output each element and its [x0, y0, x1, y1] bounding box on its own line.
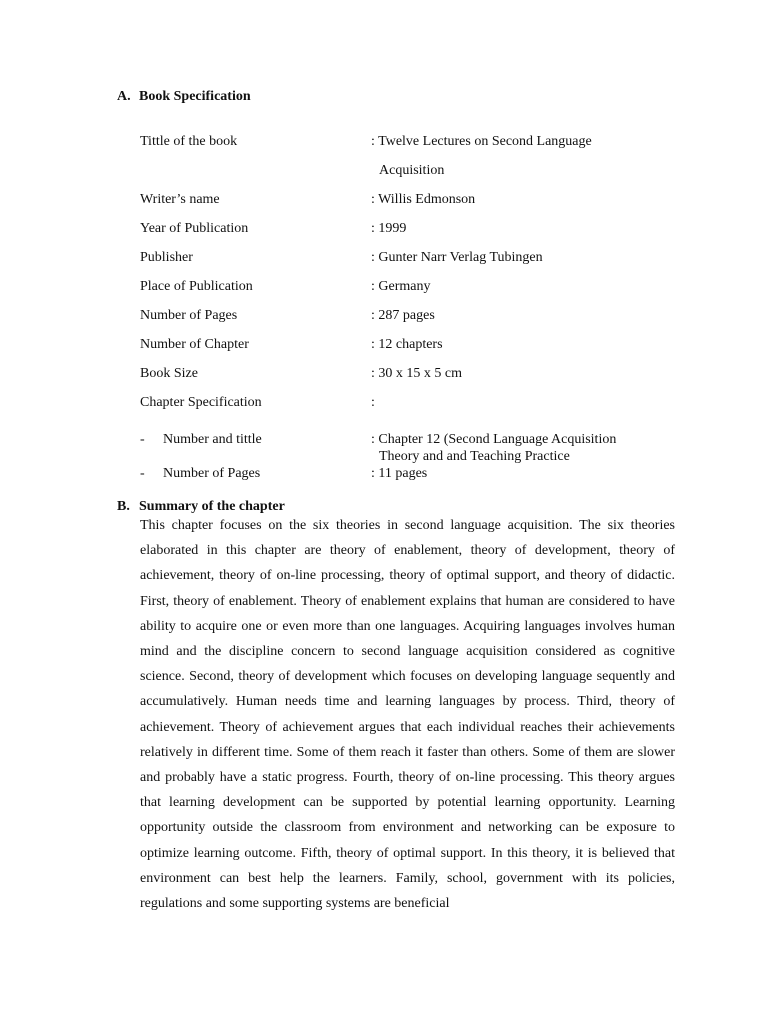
spec-value: : 287 pages — [371, 308, 435, 323]
section-b-title: Summary of the chapter — [139, 499, 285, 514]
spec-value-continuation: Acquisition — [379, 163, 445, 178]
chapter-item-label: Number and tittle — [163, 432, 262, 447]
spec-label: Place of Publication — [140, 279, 253, 294]
spec-value: : Germany — [371, 279, 431, 294]
chapter-item-value-continuation: Theory and and Teaching Practice — [379, 449, 570, 464]
bullet-dash: - — [140, 432, 145, 447]
spec-label: Number of Pages — [140, 308, 238, 323]
spec-value: : — [371, 395, 375, 410]
spec-label: Publisher — [140, 250, 193, 265]
spec-label: Chapter Specification — [140, 395, 262, 410]
chapter-summary-paragraph: This chapter focuses on the six theories in second language acquisition. The six theories elaborated in this chapter are theory of enablement, theory of development, theory of achievement, theory of on-line processing, theory of optimal support, and theory of didactic. First, theory of enablement. Theory of enablement explains that human are considered to have ability to acquire one or even more than one languages. Acquiring languages involves human mind and the discipline concern to second language acquisition considered as cognitive science. Second, theory of development which focuses on developing language sequently and accumulatively. Human needs time and learning languages by process. Third, theory of achievement. Theory of achievement argues that each individual reaches their achievements relatively in different time. Some of them reach it faster than others. Some of them are slower and probably have a static progress. Fourth, theory of on-line processing. This theory argues that learning development can be supported by potential learning opportunity. Learning opportunity outside the classroom from environment and networking can be exposure to optimize learning outcome. Fifth, theory of optimal support. In this theory, it is believed that environment can best help the learners. Family, school, government with its policies, regulations and some supporting systems are beneficial — [140, 518, 675, 912]
chapter-item-label: Number of Pages — [163, 466, 261, 481]
spec-value: : Gunter Narr Verlag Tubingen — [371, 250, 543, 265]
spec-row-publisher — [140, 250, 700, 270]
chapter-item-pages — [140, 466, 700, 486]
spec-row-chapter-spec — [140, 395, 700, 415]
spec-row-writer — [140, 192, 700, 212]
spec-row-pages — [140, 308, 700, 328]
chapter-item-value: : 11 pages — [371, 466, 428, 481]
spec-label: Year of Publication — [140, 221, 249, 236]
spec-value: : Twelve Lectures on Second Language — [371, 134, 592, 149]
section-a-letter: A. — [117, 89, 131, 104]
bullet-dash: - — [140, 466, 145, 481]
section-a-title: Book Specification — [139, 89, 251, 104]
spec-row-year — [140, 221, 700, 241]
spec-row-title — [140, 134, 700, 154]
spec-row-place — [140, 279, 700, 299]
spec-value: : 12 chapters — [371, 337, 443, 352]
spec-value: : 1999 — [371, 221, 407, 236]
section-a-heading — [117, 89, 251, 105]
spec-value: : Willis Edmonson — [371, 192, 476, 207]
spec-row-title-continuation — [140, 163, 700, 183]
spec-row-chapters — [140, 337, 700, 357]
spec-label: Book Size — [140, 366, 198, 381]
chapter-item-value: : Chapter 12 (Second Language Acquisition — [371, 432, 617, 447]
spec-label: Writer’s name — [140, 192, 220, 207]
spec-label: Tittle of the book — [140, 134, 238, 149]
section-b-letter: B. — [117, 499, 130, 514]
spec-label: Number of Chapter — [140, 337, 249, 352]
spec-row-size — [140, 366, 700, 386]
spec-value: : 30 x 15 x 5 cm — [371, 366, 462, 381]
